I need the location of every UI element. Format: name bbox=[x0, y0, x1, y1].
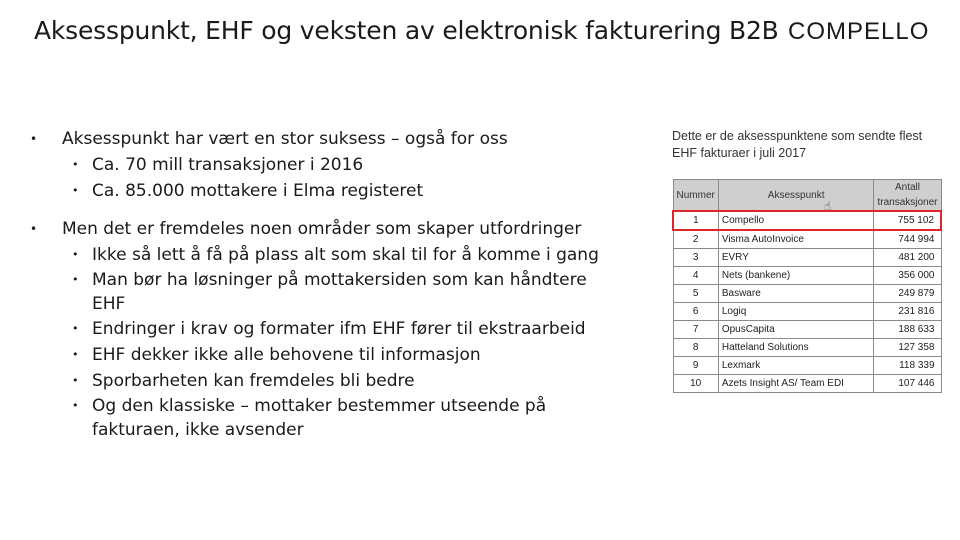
header-access-point: Aksesspunkt bbox=[718, 180, 874, 212]
bullet-icon: • bbox=[30, 132, 38, 146]
row-access-point: OpusCapita bbox=[718, 321, 874, 339]
hand-cursor-icon: ☝ bbox=[824, 199, 832, 213]
sub-bullet-item bbox=[62, 368, 630, 394]
row-number: 5 bbox=[673, 285, 718, 303]
sub-bullet-icon: • bbox=[72, 374, 79, 387]
row-number: 9 bbox=[673, 357, 718, 375]
access-point-table-image bbox=[670, 128, 942, 418]
sub-bullet-item bbox=[62, 394, 592, 442]
row-count: 188 633 bbox=[874, 321, 941, 339]
row-count: 118 339 bbox=[874, 357, 941, 375]
sub-bullet-icon: • bbox=[72, 184, 79, 197]
sub-bullet-text: EHF dekker ikke alle behovene til informasjon bbox=[92, 345, 481, 365]
row-number: 3 bbox=[673, 249, 718, 267]
sub-bullet-item bbox=[62, 268, 612, 316]
bullet-item bbox=[30, 216, 630, 442]
table-header-row bbox=[673, 180, 941, 212]
sub-bullet-text: Sporbarheten kan fremdeles bli bedre bbox=[92, 371, 415, 391]
sub-bullet-icon: • bbox=[72, 348, 79, 361]
sub-bullet-icon: • bbox=[72, 158, 79, 171]
row-number: 7 bbox=[673, 321, 718, 339]
bullet-text: Men det er fremdeles noen områder som skaper utfordringer bbox=[62, 219, 582, 239]
row-number: 6 bbox=[673, 303, 718, 321]
sub-bullet-text: Endringer i krav og formater ifm EHF fører til ekstraarbeid bbox=[92, 319, 586, 339]
row-count: 107 446 bbox=[874, 375, 941, 393]
row-count: 744 994 bbox=[874, 230, 941, 249]
table-row bbox=[673, 211, 941, 230]
table-row bbox=[673, 249, 941, 267]
sub-bullet-item bbox=[62, 152, 630, 178]
row-access-point: Hatteland Solutions bbox=[718, 339, 874, 357]
sub-bullet-text: Ca. 85.000 mottakere i Elma registeret bbox=[92, 181, 424, 201]
sub-bullet-text: Og den klassiske – mottaker bestemmer utseende på fakturaen, ikke avsender bbox=[92, 396, 547, 440]
sub-bullet-icon: • bbox=[72, 399, 79, 412]
row-count: 127 358 bbox=[874, 339, 941, 357]
sub-bullet-icon: • bbox=[72, 273, 79, 286]
row-count: 755 102 bbox=[874, 211, 941, 230]
table-row bbox=[673, 375, 941, 393]
sub-bullet-text: Ikke så lett å få på plass alt som skal til for å komme i gang bbox=[92, 245, 599, 265]
row-number: 2 bbox=[673, 230, 718, 249]
table-row bbox=[673, 285, 941, 303]
access-point-table bbox=[672, 179, 942, 393]
bullet-item bbox=[30, 126, 630, 204]
sub-bullet-text: Ca. 70 mill transaksjoner i 2016 bbox=[92, 155, 364, 175]
table-row bbox=[673, 357, 941, 375]
sub-bullet-item bbox=[62, 242, 630, 268]
bullet-list bbox=[30, 126, 630, 442]
row-number: 8 bbox=[673, 339, 718, 357]
row-count: 249 879 bbox=[874, 285, 941, 303]
sub-bullet-icon: • bbox=[72, 248, 79, 261]
header-count bbox=[874, 180, 941, 212]
compello-logo: COMPELLO bbox=[788, 18, 930, 45]
bullet-text: Aksesspunkt har vært en stor suksess – også for oss bbox=[62, 129, 508, 149]
sub-bullet-item bbox=[62, 178, 630, 204]
row-access-point: Logiq bbox=[718, 303, 874, 321]
table-row bbox=[673, 321, 941, 339]
row-number: 1 bbox=[673, 211, 718, 230]
row-access-point: Compello bbox=[718, 211, 874, 230]
bullet-icon: • bbox=[30, 222, 38, 236]
row-access-point: EVRY bbox=[718, 249, 874, 267]
sub-bullet-text: Man bør ha løsninger på mottakersiden som kan håndtere EHF bbox=[92, 270, 587, 314]
row-access-point: Lexmark bbox=[718, 357, 874, 375]
row-access-point: Visma AutoInvoice bbox=[718, 230, 874, 249]
row-count: 481 200 bbox=[874, 249, 941, 267]
sub-bullet-icon: • bbox=[72, 322, 79, 335]
table-row bbox=[673, 267, 941, 285]
header-count-line1: Antall bbox=[894, 182, 920, 193]
row-access-point: Basware bbox=[718, 285, 874, 303]
row-count: 231 816 bbox=[874, 303, 941, 321]
table-row bbox=[673, 303, 941, 321]
row-count: 356 000 bbox=[874, 267, 941, 285]
row-number: 10 bbox=[673, 375, 718, 393]
row-access-point: Nets (bankene) bbox=[718, 267, 874, 285]
table-row bbox=[673, 339, 941, 357]
sub-bullet-item bbox=[62, 342, 630, 368]
slide-title: Aksesspunkt, EHF og veksten av elektronisk fakturering B2B bbox=[34, 16, 779, 45]
row-number: 4 bbox=[673, 267, 718, 285]
header-count-line2: transaksjoner bbox=[877, 197, 938, 208]
header-number: Nummer bbox=[673, 180, 718, 212]
row-access-point: Azets Insight AS/ Team EDI bbox=[718, 375, 874, 393]
table-caption-line1: Dette er de aksesspunktene som sendte flest bbox=[672, 129, 923, 143]
table-caption-line2: EHF fakturaer i juli 2017 bbox=[672, 146, 807, 160]
table-row bbox=[673, 230, 941, 249]
sub-bullet-item bbox=[62, 316, 630, 342]
